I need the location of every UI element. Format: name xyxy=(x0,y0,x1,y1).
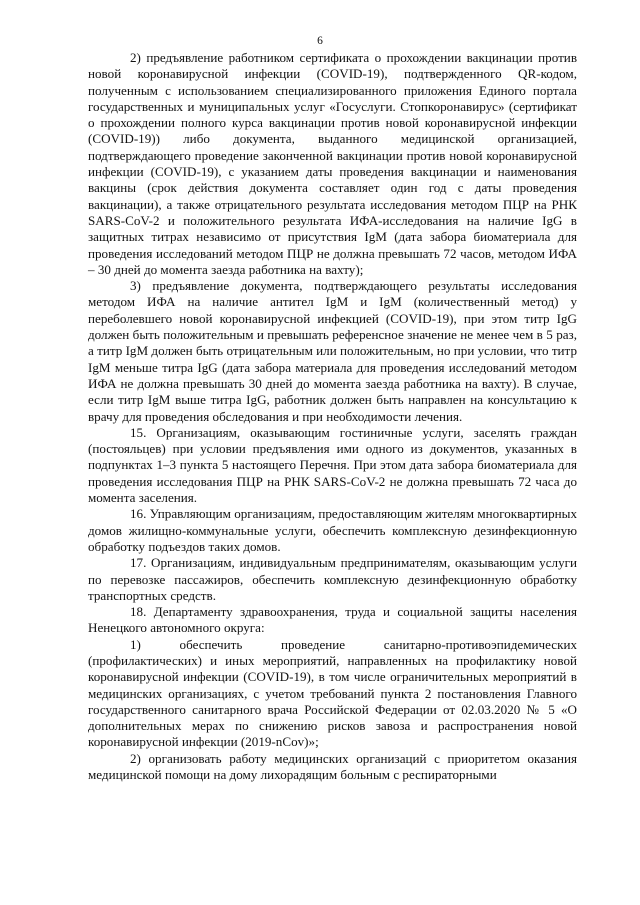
paragraph-item-3-ifa-document: 3) предъявление документа, подтверждающего результаты исследования методом ИФА на наличие антител IgM и IgM (количественный метод) у переболевшего новой коронавирусной инфекцией (COVID-19), при этом титр IgG должен быть положительным и превышать референсное значение не менее чем в 5 раз, а титр IgM должен быть отрицательным или положительным, но при условии, что титр IgM меньше титра IgG (дата забора материала для проведения исследований методом ИФА не должна превышать 30 дней до момента заезда работника на вахту). В случае, если титр IgM выше титра IgG, работник должен быть направлен на консультацию к врачу для проведения обследования и при необходимости лечения. xyxy=(88,278,577,424)
paragraph-17-transport: 17. Организациям, индивидуальным предпринимателям, оказывающим услуги по перевозке пассажиров, обеспечить комплексную дезинфекционную обработку транспортных средств. xyxy=(88,555,577,603)
page-number: 6 xyxy=(317,35,323,47)
paragraph-15-hotels: 15. Организациям, оказывающим гостиничные услуги, заселять граждан (постояльцев) при условии предъявления ими одного из документов, указанных в подпунктах 1–3 пункта 5 настоящего Перечня. При этом дата забора биоматериала для проведения исследования ПЦР на РНК SARS-CoV-2 не должна превышать 72 часа до момента заселения. xyxy=(88,424,577,506)
paragraph-18-item-2: 2) организовать работу медицинских организаций с приоритетом оказания медицинской помощи на дому лихорадящим больным с респираторными xyxy=(88,750,577,783)
paragraph-item-2-certificate: 2) предъявление работником сертификата о прохождении вакцинации против новой коронавирусной инфекции (COVID-19), подтвержденного QR-кодом, полученным с использованием специализированного приложения Единого портала государственных и муниципальных услуг «Госуслуги. Стопкоронавирус» (сертификат о прохождении полного курса вакцинации против новой коронавирусной инфекции (COVID-19)) либо документа, выданного медицинской организацией, подтверждающего проведение законченной вакцинации против новой коронавирусной инфекции (COVID-19), с указанием даты проведения вакцинации и наименования вакцины (срок действия документа составляет один год с даты проведения вакцинации), а также отрицательного результата исследования методом ПЦР на РНК SARS-CoV-2 и положительного результата ИФА-исследования на наличие IgG в защитных титрах независимо от присутствия IgM (дата забора биоматериала для проведения исследований методом ПЦР не должна превышать 72 часов, методом ИФА – 30 дней до момента заезда работника на вахту); xyxy=(88,50,577,277)
document-body xyxy=(88,50,577,783)
paragraph-18-health-department: 18. Департаменту здравоохранения, труда и социальной защиты населения Ненецкого автономного округа: xyxy=(88,604,577,636)
paragraph-18-item-1: 1) обеспечить проведение санитарно-противоэпидемических (профилактических) и иных мероприятий, направленных на профилактику новой коронавирусной инфекции (COVID-19), в том числе ограничительных мероприятий в медицинских организациях, с учетом требований пункта 2 постановления Главного государственного санитарного врача Российской Федерации от 02.03.2020 № 5 «О дополнительных мерах по снижению рисков завоза и распространения новой коронавирусной инфекции (2019-nCov)»; xyxy=(88,636,577,750)
paragraph-16-management-companies: 16. Управляющим организациям, предоставляющим жителям многоквартирных домов жилищно-коммунальные услуги, обеспечить комплексную дезинфекционную обработку подъездов таких домов. xyxy=(88,506,577,554)
